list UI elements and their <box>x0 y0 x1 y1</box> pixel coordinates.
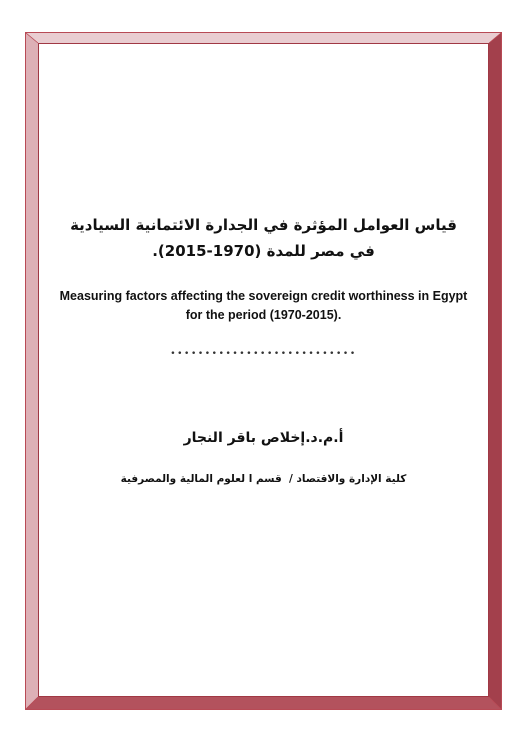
arabic-title-line-1: قياس العوامل المؤثرة في الجدارة الائتمانية السيادية <box>70 216 457 234</box>
content-box <box>38 43 489 697</box>
page-frame <box>25 32 502 710</box>
arabic-title-line-2: في مصر للمدة (1970-2015). <box>152 242 375 260</box>
author-affiliation: كلية الإدارة والاقتصاد / قسم ا لعلوم المالية والمصرفية <box>120 473 407 485</box>
dotted-divider: ••••••••••••••••••••••••••• <box>170 349 357 359</box>
author-name: أ.م.د.إخلاص باقر النجار <box>183 430 344 446</box>
english-title-line-1: Measuring factors affecting the sovereign credit worthiness in Egypt <box>59 289 468 303</box>
english-title-line-2: for the period (1970-2015). <box>185 308 342 322</box>
